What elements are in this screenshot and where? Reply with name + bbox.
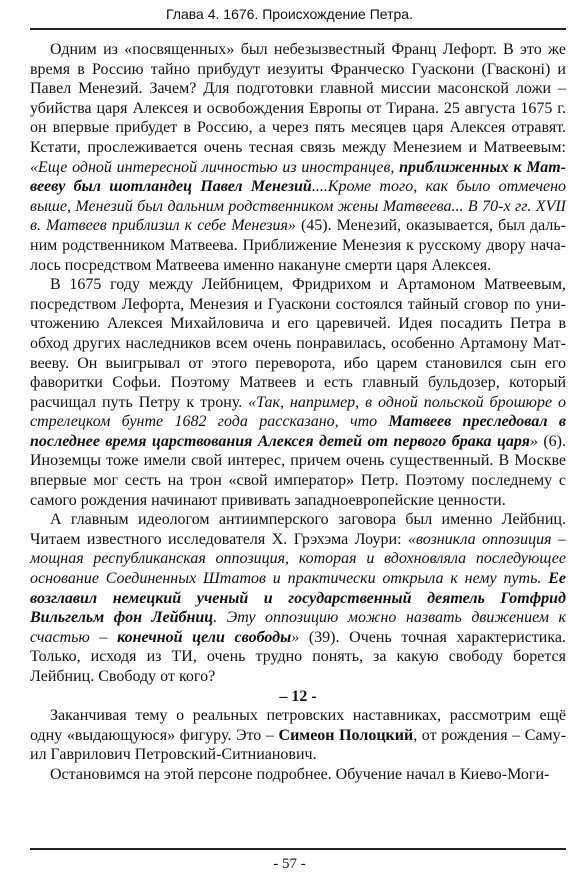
footer-rule xyxy=(30,848,566,850)
paragraph-4: Заканчивая тему о реальных петровских наставниках, рассмотрим ещё одну «выдающуюся» фигуру. Это – Симеон Полоцкий, от рождения – Самуил Гаврилович Петровский-Ситнианович. xyxy=(30,707,567,764)
page-body xyxy=(30,40,566,785)
paragraph-1: Одним из «посвященных» был небезызвестный Франц Лефорт. В это же время в Россию тайно прибудут иезуиты Франческо Гуаскони (Гвасконі) и Павел Менезий. Зачем? Для подготовки главной миссии масонской ложи – убийства царя Алексея и освобождения Европы от Тирана. 25 августа 1675 г. он впервые прибудет в Россию, а через пять месяцев царя Алексея отравят. Кстати, прослеживается очень тесная связь между Менезием и Матвеевым: «Еще одной интересной личностью из иностранцев, приближенных к Матвееву был шотландец Павел Менезий....Кроме того, как было отмечено выше, Менезий был дальним родственником жены Матвеева... В 70-х гг. XVII в. Матвеев приблизил к себе Менезия» (45). Менезий, оказывается, был дальним родственником Матвеева. Приближение Менезия к русскому двору началось посредством Матвеева именно накануне смерти царя Алексея. xyxy=(30,41,566,274)
header-rule xyxy=(30,28,566,30)
paragraph-3: А главным идеологом антиимперского заговора был именно Лейбниц. Читаем известного исследователя Х. Грэхэма Лоури: «возникла оппозиция – мощная республиканская оппозиция, которая и вдохновляла последующее основание Соединенных Штатов и практически открыла к нему путь. Ее возглавил немецкий ученый и государственный деятель Готфрид Вильгельм фон Лейбниц. Эту оппозицию можно назвать движением к счастью – конечной цели свободы» (39). Очень точная характеристика. Только, исходя из ТИ, очень трудно понять, за какую свободу борется Лейбниц. Свободу от кого? xyxy=(30,511,566,685)
paragraph-2: В 1675 году между Лейбницем, Фридрихом и Артамоном Матвеевым, посредством Лефорта, Менезия и Гуаскони состоялся тайный сговор по уничтожению Алексея Михайловича и его царевичей. Идея посадить Петра в обход других наследников всем очень понравилась, особенно Артамону Матвееву. Он выигрывал от этого переворота, ибо царем становился сын его фаворитки Софьи. Поэтому Матвеев и есть главный бульдозер, который расчищал путь Петру к трону. «Так, например, в одной польской брошюре о стрелецком бунте 1682 года рассказано, что Матвеев преследовал в последнее время царствования Алексея детей от первого брака царя» (6). Иноземцы тоже имели свой интерес, причем очень существенный. В Москве впервые мог сесть на трон «свой император» Петр. Поэтому последнему с самого рождения начинают прививать западноевропейские ценности. xyxy=(30,276,567,509)
page-number: - 57 - xyxy=(273,856,306,872)
section-separator: – 12 - xyxy=(279,687,317,705)
page-header-title: Глава 4. 1676. Происхождение Петра. xyxy=(166,6,413,22)
paragraph-5: Остановимся на этой персоне подробнее. Обучение начал в Киево-Моги- xyxy=(50,765,550,783)
